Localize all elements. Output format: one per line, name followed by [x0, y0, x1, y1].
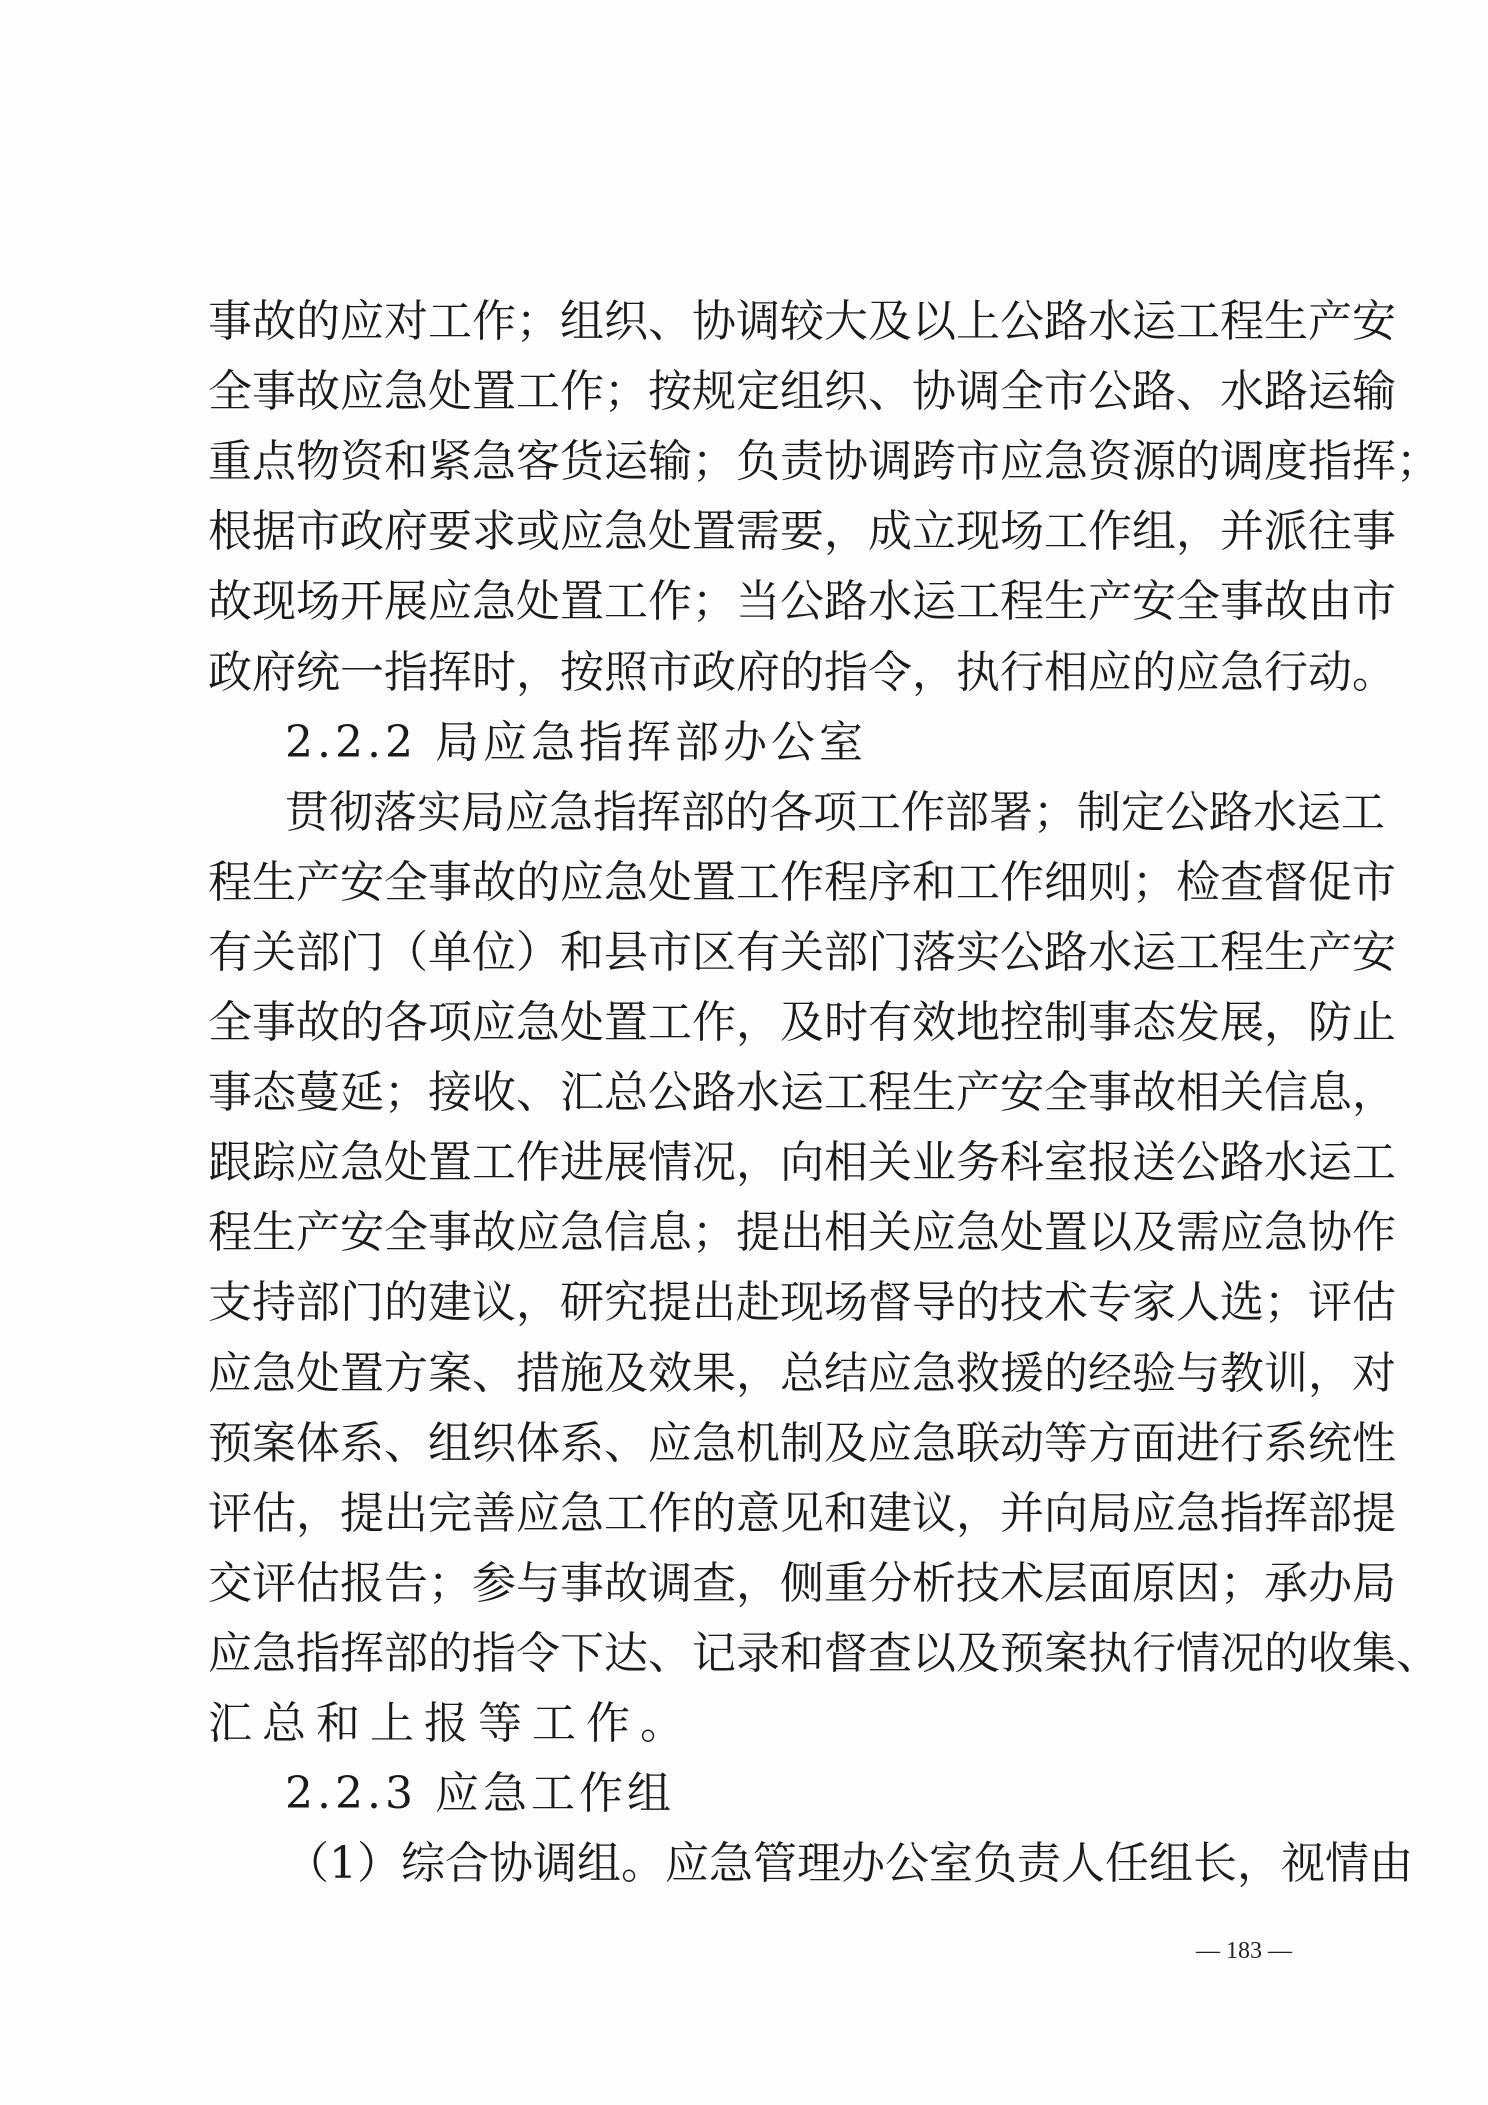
text-line: 预案体系、组织体系、应急机制及应急联动等方面进行系统性	[208, 1417, 1396, 1469]
text-line: 政府统一指挥时，按照市政府的指令，执行相应的应急行动。	[208, 646, 1396, 698]
text-line: 贯彻落实局应急指挥部的各项工作部署；制定公路水运工	[285, 786, 1385, 838]
text-line: （1）综合协调组。应急管理办公室负责人任组长，视情由	[285, 1838, 1413, 1890]
text-line: 程生产安全事故应急信息；提出相关应急处置以及需应急协作	[208, 1207, 1396, 1259]
text-line: 跟踪应急处置工作进展情况，向相关业务科室报送公路水运工	[208, 1137, 1396, 1189]
text-line: 根据市政府要求或应急处置需要，成立现场工作组，并派往事	[208, 506, 1396, 558]
text-line: 应急处置方案、措施及效果，总结应急救援的经验与教训，对	[208, 1347, 1396, 1399]
text-line: 程生产安全事故的应急处置工作程序和工作细则；检查督促市	[208, 856, 1396, 908]
text-line: 汇总和上报等工作。	[208, 1698, 694, 1749]
text-line: 支持部门的建议，研究提出赴现场督导的技术专家人选；评估	[208, 1277, 1396, 1329]
text-line: 事态蔓延；接收、汇总公路水运工程生产安全事故相关信息，	[208, 1067, 1396, 1119]
text-line: 交评估报告；参与事故调查，侧重分析技术层面原因；承办局	[208, 1557, 1396, 1609]
text-line: 重点物资和紧急客货运输；负责协调跨市应急资源的调度指挥；	[208, 436, 1440, 488]
text-line: 全事故应急处置工作；按规定组织、协调全市公路、水路运输	[208, 366, 1396, 418]
text-line: 全事故的各项应急处置工作，及时有效地控制事态发展，防止	[208, 997, 1396, 1048]
page-number: — 183 —	[1196, 1938, 1292, 1964]
text-line: 有关部门（单位）和县市区有关部门落实公路水运工程生产安	[208, 926, 1396, 978]
text-line: 故现场开展应急处置工作；当公路水运工程生产安全事故由市	[208, 576, 1396, 628]
text-line: 应急指挥部的指令下达、记录和督查以及预案执行情况的收集、	[208, 1627, 1440, 1679]
section-heading: 2.2.3 应急工作组	[285, 1768, 675, 1820]
text-line: 评估，提出完善应急工作的意见和建议，并向局应急指挥部提	[208, 1487, 1396, 1539]
text-line: 事故的应对工作；组织、协调较大及以上公路水运工程生产安	[208, 296, 1396, 347]
section-heading: 2.2.2 局应急指挥部办公室	[285, 716, 867, 768]
